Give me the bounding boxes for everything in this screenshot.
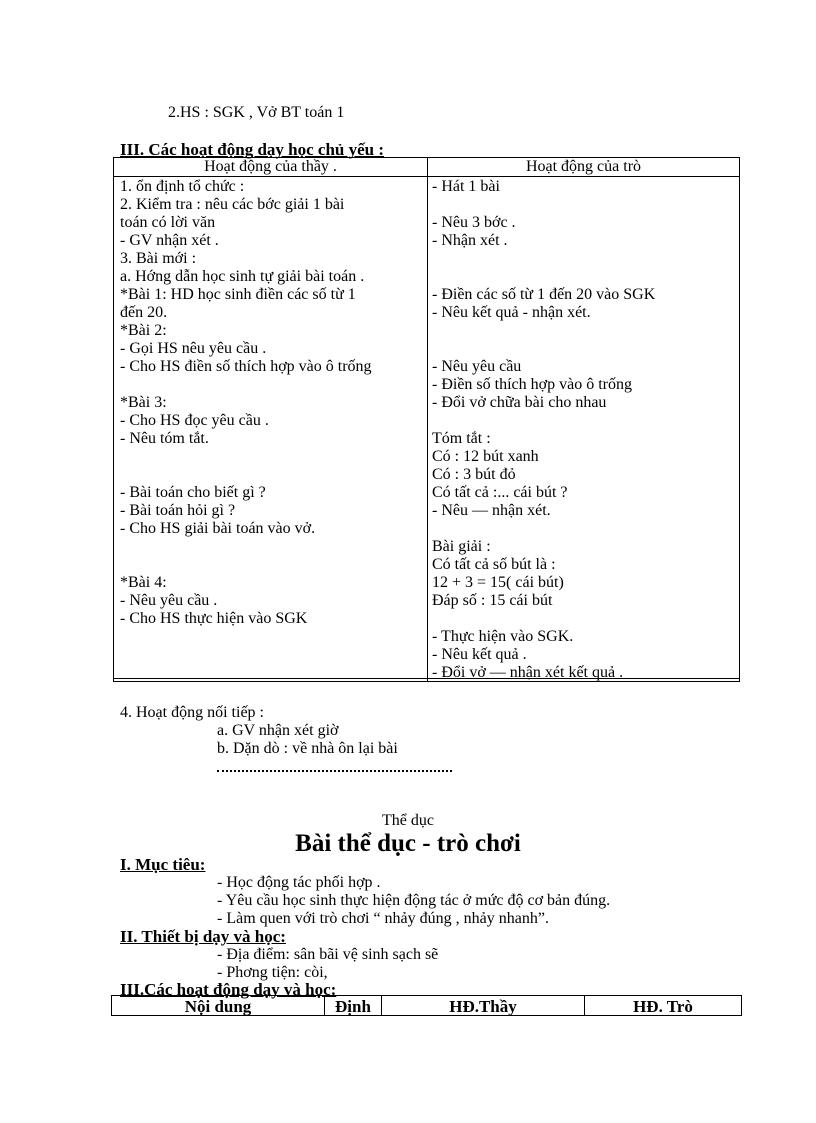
followup-item-b: b. Dặn dò : về nhà ôn lại bài [217,740,398,757]
student-line [432,610,655,628]
student-line [432,340,655,358]
student-line: - Đổi vở chữa bài cho nhau [432,394,607,411]
teacher-line [120,538,372,556]
pe-activities-table [111,995,742,1016]
student-line: - Nhận xét . [432,232,508,249]
student-line: Bài giải : [432,538,491,555]
student-line: - Nêu kết quả - nhận xét. [432,304,591,321]
lesson-title: Bài thể dục - trò chơi [295,830,521,857]
teacher-line: 3. Bài mới : [120,250,197,267]
student-line [432,412,655,430]
header-teacher: Hoạt động của thầy . [204,158,337,175]
student-line: Tóm tắt : [432,430,491,447]
equipment-item: - Địa điểm: sân bãi vệ sinh sạch sẽ [217,946,439,963]
student-line [432,520,655,538]
objective-item: - Học động tác phối hợp . [217,874,381,891]
teacher-line: đến 20. [120,304,168,321]
activities-title: III.Các hoạt động dạy và học: [120,980,337,999]
student-line: - Hát 1 bài [432,178,500,195]
followup-item-a: a. GV nhận xét giờ [217,722,339,739]
student-line [432,322,655,340]
teacher-line: - Bài toán cho biết gì ? [120,484,266,501]
materials-line: 2.HS : SGK , Vở BT toán 1 [168,104,345,121]
header-student: HĐ. Trò [633,997,693,1016]
teacher-line: - Nêu yêu cầu . [120,592,218,609]
student-line: Đáp số : 15 cái bút [432,592,553,609]
student-line: - Nêu kết quả . [432,646,527,663]
teacher-line [120,466,372,484]
teacher-line: toán có lời văn [120,214,216,231]
teacher-line: - GV nhận xét . [120,232,219,249]
teacher-line [120,448,372,466]
teacher-line: - Nêu tóm tắt. [120,430,209,447]
objective-item: - Làm quen với trò chơi “ nhảy đúng , nhảy nhanh”. [217,910,549,927]
teacher-line: 1. ổn định tổ chức : [120,178,245,195]
teacher-line: *Bài 1: HD học sinh điền các số từ 1 [120,286,356,303]
teacher-line: - Cho HS giải bài toán vào vở. [120,520,316,537]
teacher-line: - Cho HS điền số thích hợp vào ô trống [120,358,372,375]
teacher-line [120,376,372,394]
student-line: - Điền các số từ 1 đến 20 vào SGK [432,286,656,303]
student-line: 12 + 3 = 15( cái bút) [432,574,564,591]
teacher-line: - Cho HS thực hiện vào SGK [120,610,308,627]
teacher-column [120,178,372,628]
teacher-line: 2. Kiểm tra : nêu các bớc giải 1 bài [120,196,345,213]
equipment-item: - Phơng tiện: còi, [217,964,328,981]
activities-table [113,157,740,682]
student-line: - Nêu — nhận xét. [432,502,551,519]
header-dose: Định [335,997,371,1016]
objective-item: - Yêu cầu học sinh thực hiện động tác ở mức độ cơ bản đúng. [217,892,611,909]
student-line: - Nêu yêu cầu [432,358,522,375]
teacher-line: - Gọi HS nêu yêu cầu . [120,340,267,357]
student-line: - Nêu 3 bớc . [432,214,516,231]
header-student: Hoạt động của trò [525,158,642,175]
teacher-line: *Bài 2: [120,322,167,339]
student-line: Có : 3 bút đỏ [432,466,516,483]
subject-label: Thể dục [382,812,434,829]
teacher-line [120,556,372,574]
column-divider [427,158,428,681]
student-line: - Đổi vở — nhận xét kết quả . [432,664,624,681]
equipment-title: II. Thiết bị dạy và học: [120,927,286,946]
teacher-line: *Bài 4: [120,574,167,591]
student-line [432,196,655,214]
followup-title: 4. Hoạt động nối tiếp : [120,704,264,721]
teacher-line: - Cho HS đọc yêu cầu . [120,412,269,429]
student-line: Có : 12 bút xanh [432,448,539,465]
student-line: Có tất cả :... cái bút ? [432,484,568,501]
header-content: Nội dung [184,997,252,1016]
teacher-line: a. Hớng dẫn học sinh tự giải bài toán . [120,268,365,285]
student-column [432,178,655,682]
objectives-title: I. Mục tiêu: [120,855,206,874]
section-3-title: III. Các hoạt động dạy học chủ yếu : [120,140,385,159]
student-line: - Điền số thích hợp vào ô trống [432,376,632,393]
teacher-line: - Bài toán hỏi gì ? [120,502,236,519]
student-line [432,250,655,268]
student-line: - Thực hiện vào SGK. [432,628,574,645]
header-teacher: HĐ.Thầy [449,997,517,1016]
student-line [432,268,655,286]
dotted-separator [217,770,452,772]
teacher-line: *Bài 3: [120,394,167,411]
student-line: Có tất cả số bút là : [432,556,556,573]
